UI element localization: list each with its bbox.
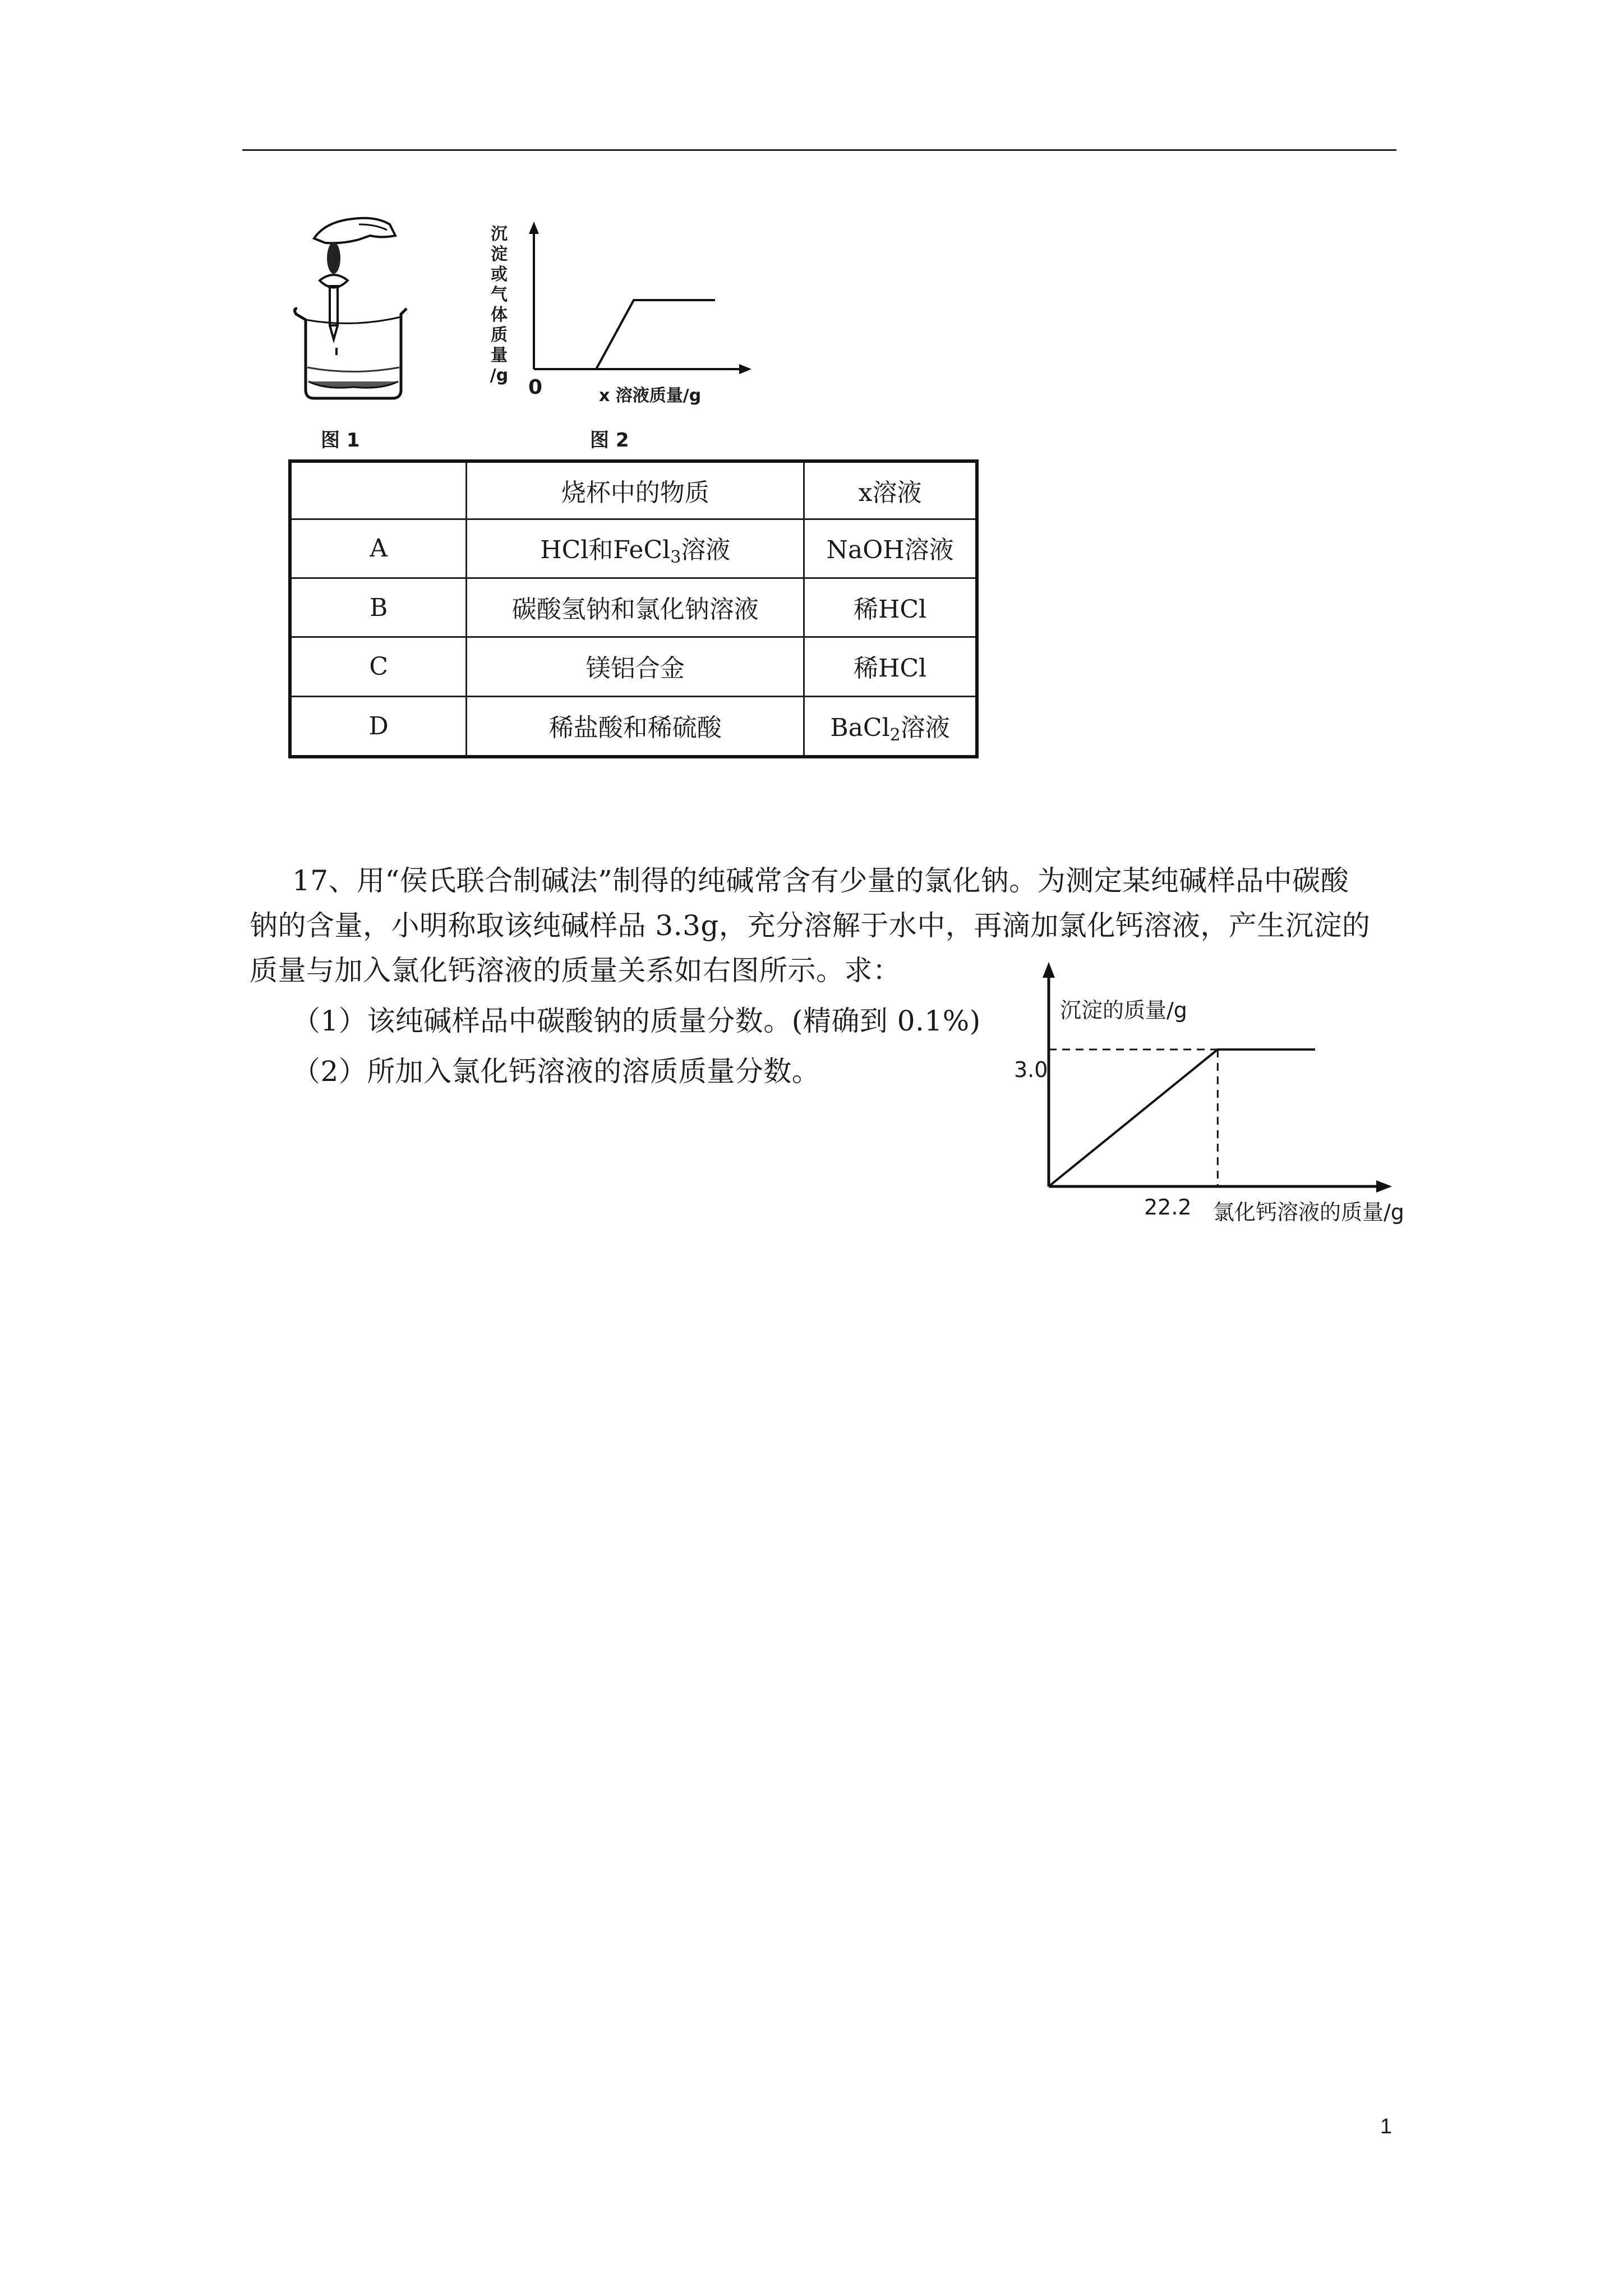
figure2-graph	[527, 222, 751, 379]
table-header-cell: 烧杯中的物质	[467, 461, 804, 519]
option-label: A	[290, 519, 467, 578]
chart-x-axis-arrow	[1376, 1180, 1392, 1193]
table-header-row	[290, 461, 977, 519]
subscript: 3	[670, 547, 681, 568]
beaker-substance	[467, 696, 804, 757]
text: 稀HCl	[854, 654, 927, 683]
x-solution	[804, 696, 977, 757]
figure1-caption: 图 1	[321, 429, 360, 452]
text: 碳酸氢钠和氯化钠溶液	[511, 595, 759, 624]
text: 稀HCl	[854, 595, 927, 624]
figure2-ylabel	[488, 224, 510, 386]
text: 稀盐酸和稀硫酸	[548, 713, 722, 742]
text: 溶液	[681, 536, 731, 565]
figure2-ylabel-char: 气	[491, 285, 508, 305]
text: 溶液	[900, 713, 950, 742]
option-label: D	[290, 696, 467, 757]
figure2-yunit: /g	[490, 366, 509, 385]
beaker-substance	[467, 637, 804, 696]
table-row	[290, 637, 977, 696]
text: BaCl	[830, 713, 890, 742]
table-header-cell	[290, 461, 467, 519]
options-table	[288, 459, 979, 758]
question-line-2: 钠的含量，小明称取该纯碱样品 3.3g，充分溶解于水中，再滴加氯化钙溶液，产生沉淀的	[250, 909, 1371, 942]
x-solution	[804, 637, 977, 696]
chart-x-tick-label: 22.2	[1144, 1195, 1192, 1220]
chart-y-tick-label: 3.0	[1014, 1057, 1048, 1082]
header-rule	[242, 149, 1396, 151]
table-row	[290, 578, 977, 637]
figure2-origin: 0	[528, 376, 543, 399]
option-label: B	[290, 578, 467, 637]
question-line-3: 质量与加入氯化钙溶液的质量关系如右图所示。求：	[250, 954, 901, 987]
chart-xlabel: 氯化钙溶液的质量/g	[1213, 1200, 1404, 1225]
figure2-xlabel: x 溶液质量/g	[599, 386, 702, 406]
beaker-substance	[467, 578, 804, 637]
figure2-ylabel-char: 量	[491, 346, 508, 365]
figure2-ylabel-char: 或	[491, 265, 508, 284]
figure2-ylabel-char: 沉	[491, 224, 508, 244]
figure1-beaker-illustration	[292, 205, 421, 401]
page-number: 1	[1380, 2115, 1392, 2138]
figure2-ylabel-char: 体	[491, 305, 508, 325]
chart-y-axis-arrow	[1043, 962, 1055, 978]
x-solution	[804, 519, 977, 578]
text: HCl和FeCl	[540, 536, 671, 565]
table-header-cell: x溶液	[804, 461, 977, 519]
table-row	[290, 696, 977, 757]
option-label: C	[290, 637, 467, 696]
question-sub-1: （1）该纯碱样品中碳酸钠的质量分数。(精确到 0.1%)	[292, 1005, 981, 1037]
beaker-substance	[467, 519, 804, 578]
figure2-caption: 图 2	[590, 429, 629, 452]
text: 镁铝合金	[585, 654, 685, 683]
x-solution	[804, 578, 977, 637]
question-line-1: 17、用“侯氏联合制碱法”制得的纯碱常含有少量的氯化钠。为测定某纯碱样品中碳酸	[292, 864, 1349, 897]
chart-series-line	[1049, 1050, 1315, 1186]
figure2-ylabel-char: 淀	[491, 245, 508, 264]
precipitate-chart	[1021, 965, 1391, 1228]
chart-ylabel: 沉淀的质量/g	[1060, 998, 1187, 1023]
table-row	[290, 519, 977, 578]
text: NaOH溶液	[826, 536, 954, 565]
subscript: 2	[889, 725, 901, 745]
question-sub-2: （2）所加入氯化钙溶液的溶质质量分数。	[292, 1055, 820, 1088]
figure2-ylabel-char: 质	[491, 325, 508, 345]
